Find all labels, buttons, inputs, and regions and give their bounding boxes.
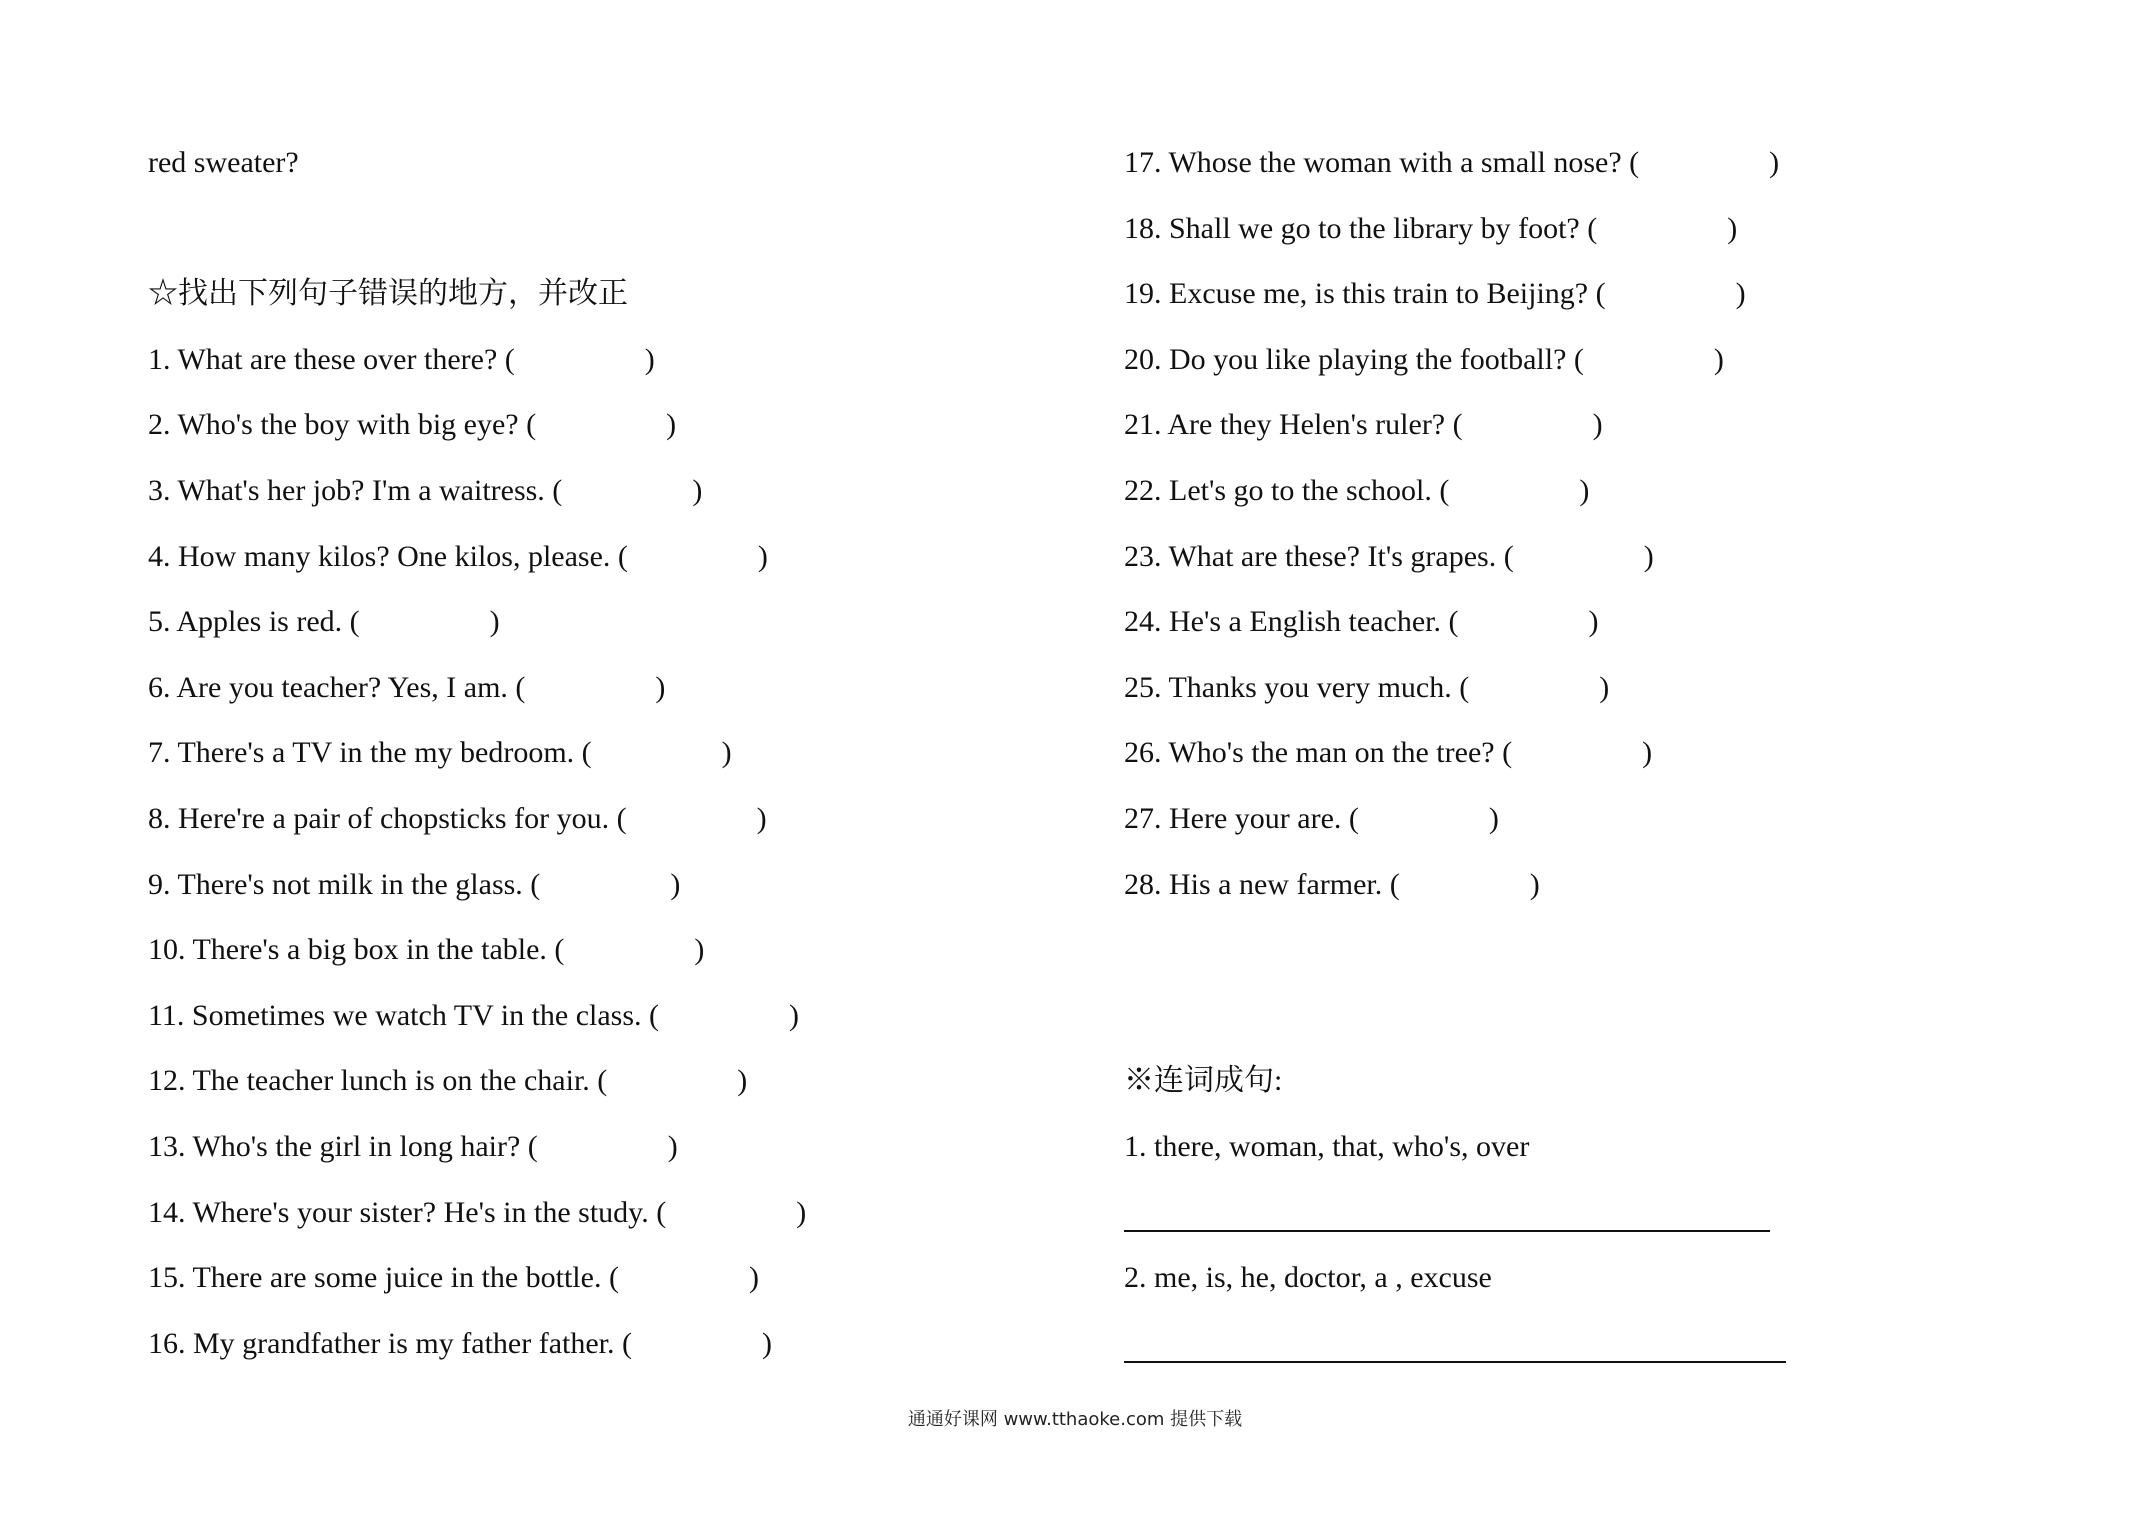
item-text: 27. Here your are. ( — [1124, 801, 1359, 835]
error-item — [1124, 524, 2024, 590]
item-text: 26. Who's the man on the tree? ( — [1124, 736, 1513, 770]
error-item — [148, 852, 1048, 918]
error-item — [148, 392, 1048, 458]
item-text: 25. Thanks you very much. ( — [1124, 670, 1470, 704]
error-item — [1124, 852, 2024, 918]
error-item — [1124, 655, 2024, 721]
carry-over-text: red sweater? — [148, 146, 299, 179]
close-paren: ) — [1735, 277, 1746, 311]
spacer — [1124, 917, 2024, 983]
item-text: 22. Let's go to the school. ( — [1124, 473, 1450, 507]
item-text: 21. Are they Helen's ruler? ( — [1124, 408, 1463, 442]
close-paren: ) — [796, 1195, 807, 1229]
item-text: 10. There's a big box in the table. ( — [148, 933, 565, 967]
close-paren: ) — [748, 1261, 759, 1295]
right-column — [1124, 130, 2024, 1376]
item-text: 3. What's her job? I'm a waitress. ( — [148, 473, 563, 507]
error-item — [148, 327, 1048, 393]
item-text: 28. His a new farmer. ( — [1124, 867, 1400, 901]
item-text: 18. Shall we go to the library by foot? ( — [1124, 211, 1598, 245]
item-text: 2. Who's the boy with big eye? ( — [148, 408, 537, 442]
word-order-item-1: 1. there, woman, that, who's, over — [1124, 1129, 1530, 1163]
close-paren: ) — [655, 670, 666, 704]
close-paren: ) — [692, 473, 703, 507]
error-correction-list-continued — [1124, 130, 2024, 917]
error-item — [1124, 327, 2024, 393]
close-paren: ) — [757, 539, 768, 573]
error-item — [148, 1180, 1048, 1246]
close-paren: ) — [1579, 473, 1590, 507]
answer-line-1[interactable] — [1124, 1180, 2024, 1246]
close-paren: ) — [721, 736, 732, 770]
close-paren: ) — [789, 998, 800, 1032]
error-item — [148, 589, 1048, 655]
close-paren: ) — [1713, 342, 1724, 376]
error-item — [1124, 720, 2024, 786]
section-title-word-order: ※连词成句: — [1124, 1064, 1283, 1098]
item-text: 6. Are you teacher? Yes, I am. ( — [148, 670, 526, 704]
error-item — [148, 1245, 1048, 1311]
close-paren: ) — [1592, 408, 1603, 442]
item-text: 19. Excuse me, is this train to Beijing? ( — [1124, 277, 1606, 311]
word-order-item-2: 2. me, is, he, doctor, a , excuse — [1124, 1261, 1492, 1295]
close-paren: ) — [666, 408, 677, 442]
error-item — [1124, 130, 2024, 196]
error-correction-list — [148, 327, 1048, 1377]
error-item — [1124, 261, 2024, 327]
error-item — [148, 1048, 1048, 1114]
close-paren: ) — [694, 933, 705, 967]
error-item — [1124, 589, 2024, 655]
section-title-error-correction: ☆找出下列句子错误的地方，并改正 — [148, 277, 628, 311]
close-paren: ) — [644, 342, 655, 376]
item-text: 9. There's not milk in the glass. ( — [148, 867, 541, 901]
spacer — [148, 196, 1048, 262]
item-text: 11. Sometimes we watch TV in the class. ( — [148, 998, 660, 1032]
error-item — [148, 458, 1048, 524]
left-column — [148, 130, 1048, 1376]
close-paren: ) — [737, 1064, 748, 1098]
item-text: 1. What are these over there? ( — [148, 342, 515, 376]
item-text: 23. What are these? It's grapes. ( — [1124, 539, 1514, 573]
error-item — [148, 720, 1048, 786]
close-paren: ) — [1769, 146, 1780, 179]
error-item — [148, 1311, 1048, 1377]
item-text: 12. The teacher lunch is on the chair. ( — [148, 1064, 608, 1098]
item-text: 5. Apples is red. ( — [148, 605, 360, 639]
error-item — [148, 655, 1048, 721]
close-paren: ) — [1488, 801, 1499, 835]
error-item — [1124, 196, 2024, 262]
item-text: 24. He's a English teacher. ( — [1124, 605, 1459, 639]
footer-credit: 通通好课网 www.tthaoke.com 提供下载 — [907, 1409, 1243, 1430]
item-text: 7. There's a TV in the my bedroom. ( — [148, 736, 592, 770]
close-paren: ) — [1599, 670, 1610, 704]
error-item — [1124, 786, 2024, 852]
item-text: 15. There are some juice in the bottle. ( — [148, 1261, 619, 1295]
error-item — [148, 524, 1048, 590]
item-text: 4. How many kilos? One kilos, please. ( — [148, 539, 628, 573]
error-item — [1124, 458, 2024, 524]
item-text: 13. Who's the girl in long hair? ( — [148, 1129, 538, 1163]
error-item — [148, 1114, 1048, 1180]
close-paren: ) — [1727, 211, 1738, 245]
answer-line-2[interactable] — [1124, 1311, 2024, 1377]
spacer — [1124, 983, 2024, 1049]
close-paren: ) — [1643, 539, 1654, 573]
item-text: 8. Here're a pair of chopsticks for you. ( — [148, 801, 627, 835]
item-text: 16. My grandfather is my father father. ( — [148, 1326, 632, 1360]
error-item — [1124, 392, 2024, 458]
close-paren: ) — [489, 605, 500, 639]
close-paren: ) — [667, 1129, 678, 1163]
close-paren: ) — [1588, 605, 1599, 639]
item-text: 20. Do you like playing the football? ( — [1124, 342, 1584, 376]
error-item — [148, 917, 1048, 983]
error-item — [148, 786, 1048, 852]
item-text: 17. Whose the woman with a small nose? ( — [1124, 146, 1640, 179]
item-text: 14. Where's your sister? He's in the study. ( — [148, 1195, 667, 1229]
close-paren: ) — [1642, 736, 1653, 770]
close-paren: ) — [756, 801, 767, 835]
error-item — [148, 983, 1048, 1049]
close-paren: ) — [762, 1326, 772, 1360]
close-paren: ) — [670, 867, 681, 901]
close-paren: ) — [1529, 867, 1540, 901]
